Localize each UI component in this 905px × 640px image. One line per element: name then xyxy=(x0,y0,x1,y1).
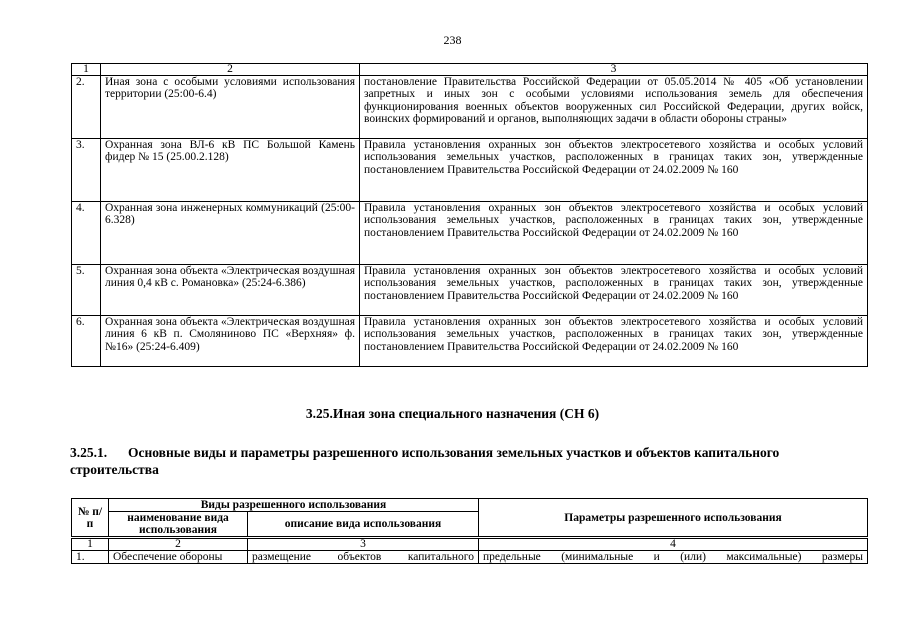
table-header-row xyxy=(72,64,868,76)
zone-document: Правила установления охранных зон объектов электросетевого хозяйства и особых условий использования земельных участков, расположенных в границах таких зон, утвержденные постановлением Правительства Российской Федерации от 24.02.2009 № 160 xyxy=(360,202,868,265)
row-number: 2. xyxy=(72,76,101,139)
column-number: 3 xyxy=(248,538,479,551)
header-col-3: 3 xyxy=(360,64,868,76)
zones-table xyxy=(71,63,868,367)
table-row xyxy=(72,265,868,316)
zone-document: Правила установления охранных зон объектов электросетевого хозяйства и особых условий использования земельных участков, расположенных в границах таких зон, утвержденные постановлением Правительства Российской Федерации от 24.02.2009 № 160 xyxy=(360,139,868,202)
row-number: 4. xyxy=(72,202,101,265)
use-name: Обеспечение обороны xyxy=(109,551,248,564)
use-parameters: предельные (минимальные и (или) максимальные) размеры xyxy=(479,551,868,564)
table-row xyxy=(72,76,868,139)
use-description: размещение объектов капитального xyxy=(248,551,479,564)
header-use-description: описание вида использования xyxy=(248,512,479,538)
row-number: 5. xyxy=(72,265,101,316)
header-number: № п/п xyxy=(72,499,109,538)
zone-document: Правила установления охранных зон объектов электросетевого хозяйства и особых условий использования земельных участков, расположенных в границах таких зон, утвержденные постановлением Правительства Российской Федерации от 24.02.2009 № 160 xyxy=(360,265,868,316)
page-number: 238 xyxy=(443,33,462,47)
column-number: 1 xyxy=(72,538,109,551)
row-number: 6. xyxy=(72,316,101,367)
table-row xyxy=(72,316,868,367)
zone-name: Иная зона с особыми условиями использования территории (25:00-6.4) xyxy=(101,76,360,139)
section-heading-3-25: 3.25.Иная зона специального назначения (СН 6) xyxy=(305,406,600,421)
section-number: 3.25.1. xyxy=(70,445,108,460)
header-col-2: 2 xyxy=(101,64,360,76)
header-use-name: наименование вида использования xyxy=(109,512,248,538)
zone-name: Охранная зона ВЛ-6 кВ ПС Большой Камень фидер № 15 (25.00.2.128) xyxy=(101,139,360,202)
zone-name: Охранная зона объекта «Электрическая воздушная линия 6 кВ п. Смоляниново ПС «Верхняя» ф.№16» (25:24-6.409) xyxy=(101,316,360,367)
table-row xyxy=(72,202,868,265)
zone-document: Правила установления охранных зон объектов электросетевого хозяйства и особых условий использования земельных участков, расположенных в границах таких зон, утвержденные постановлением Правительства Российской Федерации от 24.02.2009 № 160 xyxy=(360,316,868,367)
header-col-1: 1 xyxy=(72,64,101,76)
section-title: Основные виды и параметры разрешенного использования земельных участков и объектов капитального строительства xyxy=(70,445,780,477)
section-heading-3-25-1 xyxy=(70,444,870,478)
table-header-row xyxy=(72,499,868,512)
row-number: 3. xyxy=(72,139,101,202)
zone-name: Охранная зона объекта «Электрическая воздушная линия 0,4 кВ с. Романовка» (25:24-6.386) xyxy=(101,265,360,316)
zone-document: постановление Правительства Российской Федерации от 05.05.2014 № 405 «Об установлении запретных и иных зон с особыми условиями использования земель для обеспечения функционирования военных объектов вооруженных сил Российской Федерации, других войск, воинских формирований и органов, выполняющих задачи в области обороны страны» xyxy=(360,76,868,139)
column-number: 2 xyxy=(109,538,248,551)
table-row xyxy=(72,139,868,202)
zone-name: Охранная зона инженерных коммуникаций (25:00-6.328) xyxy=(101,202,360,265)
row-number: 1. xyxy=(72,551,109,564)
header-parameters: Параметры разрешенного использования xyxy=(479,499,868,538)
column-number: 4 xyxy=(479,538,868,551)
permitted-use-table xyxy=(71,498,868,564)
header-group-uses: Виды разрешенного использования xyxy=(109,499,479,512)
column-numbers-row xyxy=(72,538,868,551)
table-row xyxy=(72,551,868,564)
